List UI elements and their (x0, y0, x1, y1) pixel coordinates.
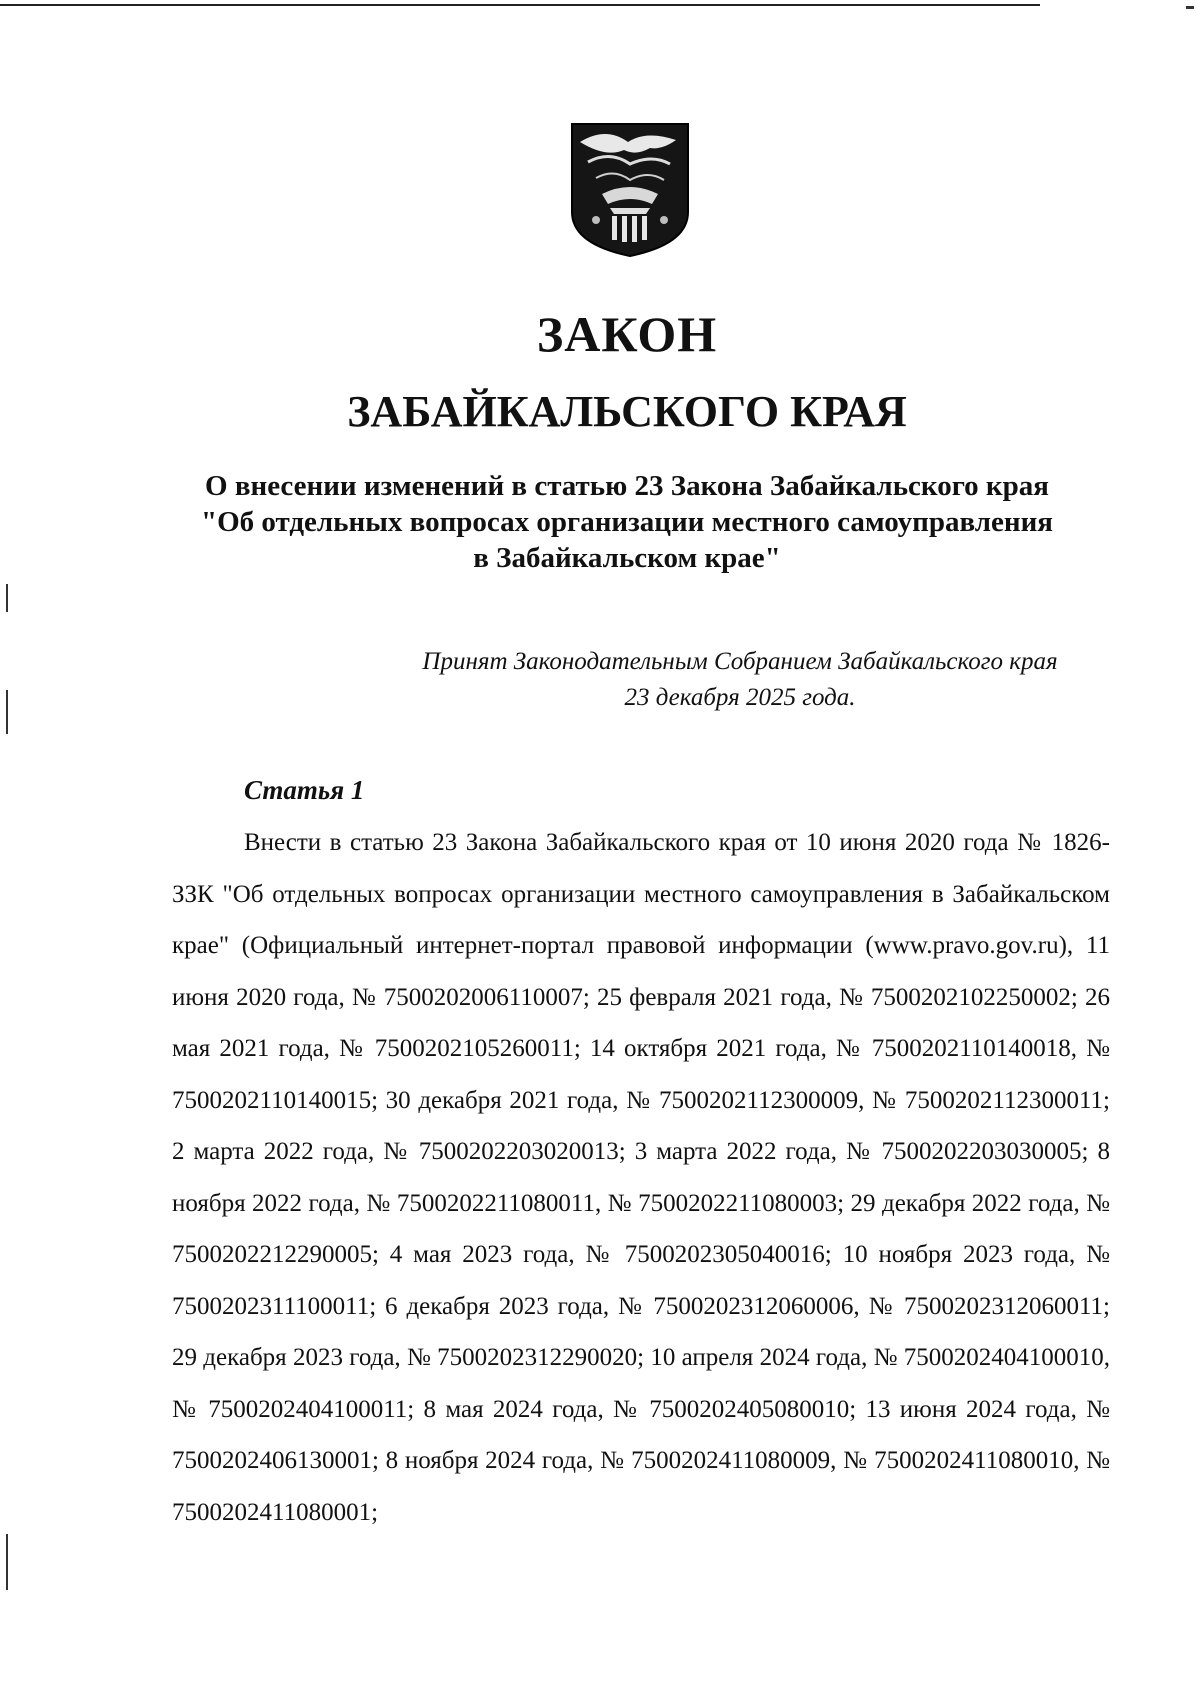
law-subject (150, 468, 1104, 576)
subject-line: О внесении изменений в статью 23 Закона Забайкальского края (205, 470, 1049, 502)
scan-artifact (6, 690, 8, 734)
adoption-note (150, 644, 1200, 716)
law-title: ЗАКОН (536, 306, 718, 362)
scan-artifact (1186, 6, 1194, 9)
article-body: Внести в статью 23 Закона Забайкальского края от 10 июня 2020 года № 1826-ЗЗК "Об отдельных вопросах организации местного самоуправления в Забайкальском крае" (Официальный интернет-портал правовой информации (www.pravo.gov.ru), 11 июня 2020 года, № 7500202006110007; 25 февраля 2021 года, № 7500202102250002; 26 мая 2021 года, № 7500202105260011; 14 октября 2021 года, № 7500202110140018, № 7500202110140015; 30 декабря 2021 года, № 7500202112300009, № 7500202112300011; 2 марта 2022 года, № 7500202203020013; 3 марта 2022 года, № 7500202203030005; 8 ноября 2022 года, № 7500202211080011, № 7500202211080003; 29 декабря 2022 года, № 7500202212290005; 4 мая 2023 года, № 7500202305040016; 10 ноября 2023 года, № 7500202311100011; 6 декабря 2023 года, № 7500202312060006, № 7500202312060011; 29 декабря 2023 года, № 7500202312290020; 10 апреля 2024 года, № 7500202404100010, № 7500202404100011; 8 мая 2024 года, № 7500202405080010; 13 июня 2024 года, № 7500202406130001; 8 ноября 2024 года, № 7500202411080009, № 7500202411080010, № 7500202411080001; (172, 829, 1110, 1526)
subject-line: "Об отдельных вопросах организации местного самоуправления (200, 506, 1054, 538)
scan-artifact (6, 584, 8, 612)
article-heading: Статья 1 (244, 775, 365, 805)
law-region-title: ЗАБАЙКАЛЬСКОГО КРАЯ (347, 387, 907, 436)
adoption-line: Принят Законодательным Собранием Забайкальского края (422, 648, 1058, 675)
adoption-date: 23 декабря 2025 года. (624, 684, 856, 711)
scan-artifact (6, 1534, 8, 1590)
subject-line: в Забайкальском крае" (473, 542, 781, 574)
coat-of-arms-icon (566, 120, 694, 260)
scan-top-edge (0, 4, 1040, 6)
